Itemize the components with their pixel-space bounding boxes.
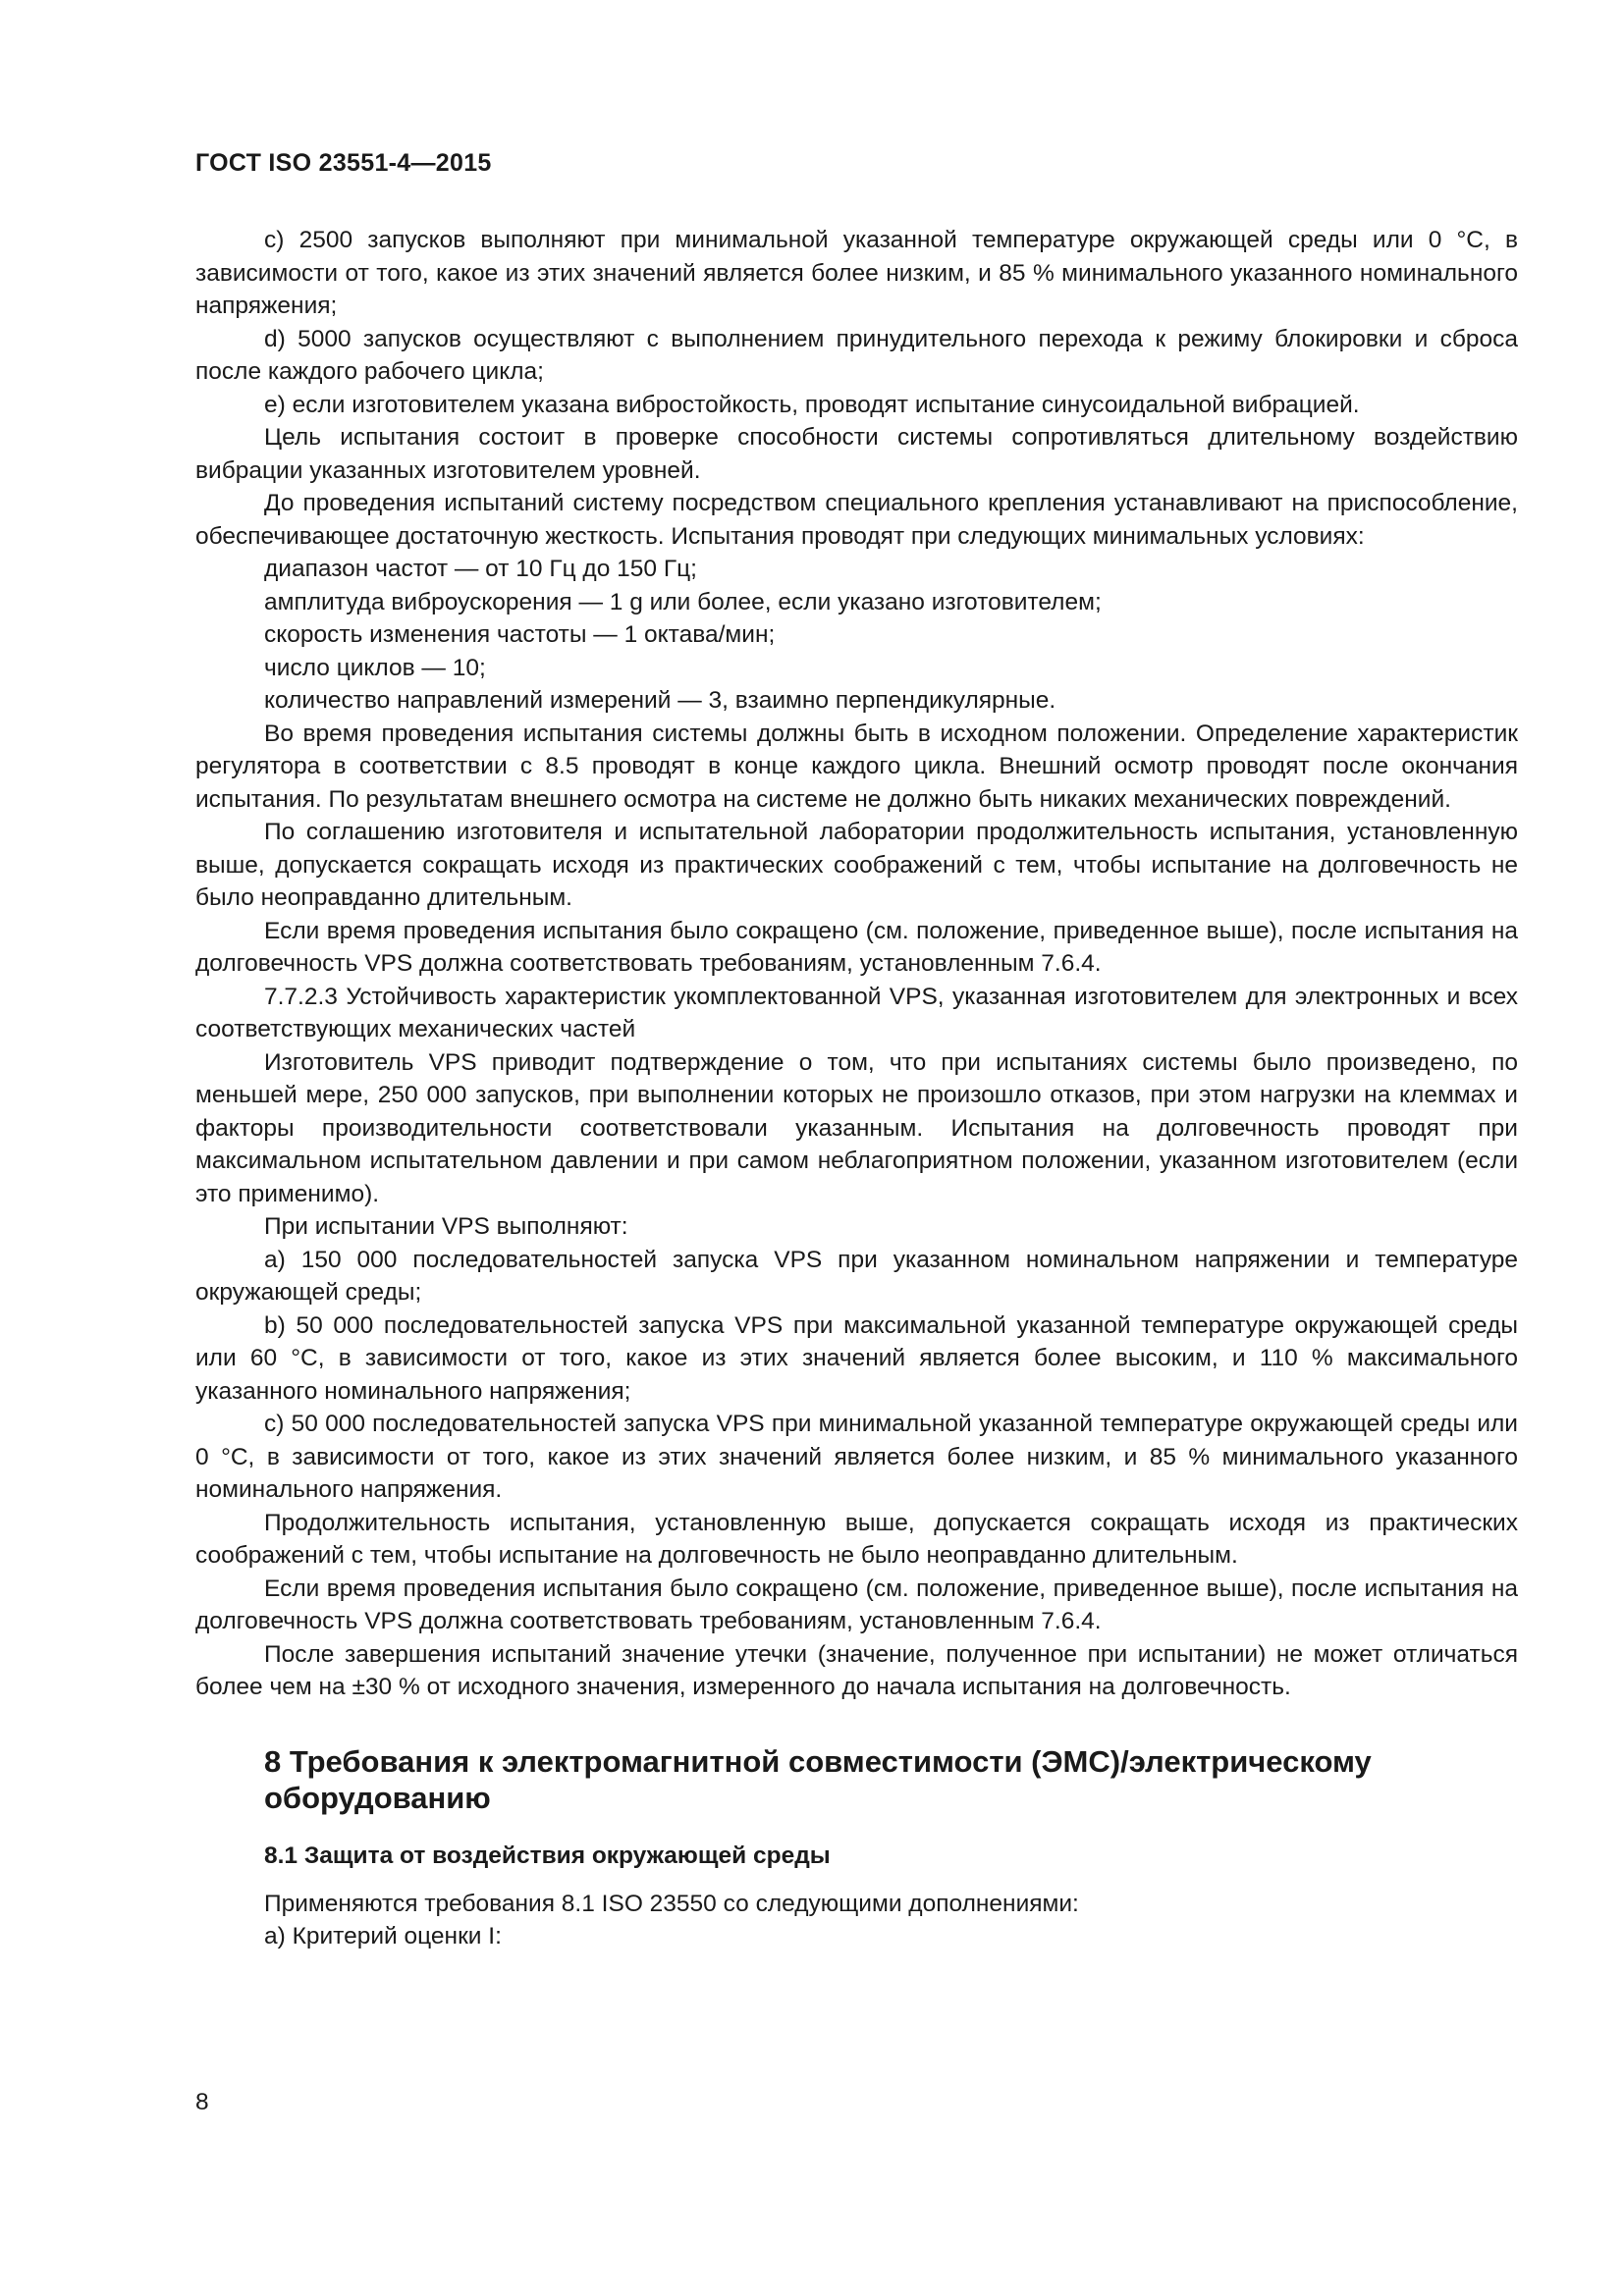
list-item: скорость изменения частоты — 1 октава/мин; [264, 621, 776, 648]
paragraph: При испытании VPS выполняют: [264, 1213, 628, 1240]
paragraph: Если время проведения испытания было сокращено (см. положение, приведенное выше), после испытания на долговечность VPS должна соответствовать требованиям, установленным 7.6.4. [195, 917, 1518, 977]
list-item: количество направлений измерений — 3, взаимно перпендикулярные. [264, 687, 1056, 714]
paragraph: a) 150 000 последовательностей запуска VPS при указанном номинальном напряжении и температуре окружающей среды; [195, 1246, 1518, 1306]
document-header: ГОСТ ISO 23551-4—2015 [195, 149, 492, 177]
paragraph: Изготовитель VPS приводит подтверждение о том, что при испытаниях системы было произведено, по меньшей мере, 250 000 запусков, при выполнении которых не произошло отказов, при этом нагрузки на клеммах и факторы производительности соответствовали указанным. Испытания на долговечность проводят при максимальном испытательном давлении и при самом неблагоприятном положении, указанном изготовителем (если это применимо). [195, 1048, 1518, 1207]
paragraph: c) 50 000 последовательностей запуска VPS при минимальной указанной температуре окружающей среды или 0 °C, в зависимости от того, какое из этих значений является более низким, и 85 % минимального указанного номинального напряжения. [195, 1411, 1518, 1503]
paragraph: Применяются требования 8.1 ISO 23550 со следующими дополнениями: [264, 1890, 1079, 1917]
paragraph: После завершения испытаний значение утечки (значение, полученное при испытании) не может отличаться более чем на ±30 % от исходного значения, измеренного до начала испытания на долговечность. [195, 1640, 1518, 1700]
paragraph: e) если изготовителем указана вибростойкость, проводят испытание синусоидальной вибрацией. [264, 391, 1360, 418]
paragraph: До проведения испытаний систему посредством специального крепления устанавливают на приспособление, обеспечивающее достаточную жесткость. Испытания проводят при следующих минимальных условиях: [195, 490, 1518, 550]
page-content [195, 224, 1518, 1953]
list-item: число циклов — 10; [264, 654, 486, 681]
page-number: 8 [195, 2089, 209, 2115]
clause-heading-7-7-2-3: 7.7.2.3 Устойчивость характеристик укомплектованной VPS, указанная изготовителем для электронных и всех соответствующих механических частей [195, 983, 1518, 1042]
list-item: диапазон частот — от 10 Гц до 150 Гц; [264, 556, 697, 582]
paragraph: c) 2500 запусков выполняют при минимальной указанной температуре окружающей среды или 0 °C, в зависимости от того, какое из этих значений является более низким, и 85 % минимального указанного номинального напряжения; [195, 227, 1518, 319]
subsection-8-1-title: 8.1 Защита от воздействия окружающей среды [264, 1842, 831, 1869]
list-item: амплитуда виброускорения — 1 g или более, если указано изготовителем; [264, 588, 1102, 615]
paragraph: b) 50 000 последовательностей запуска VPS при максимальной указанной температуре окружающей среды или 60 °C, в зависимости от того, какое из этих значений является более высоким, и 110 % максимального указанного номинального напряжения; [195, 1311, 1518, 1405]
paragraph: Если время проведения испытания было сокращено (см. положение, приведенное выше), после испытания на долговечность VPS должна соответствовать требованиям, установленным 7.6.4. [195, 1575, 1518, 1634]
paragraph: Продолжительность испытания, установленную выше, допускается сокращать исходя из практических соображений с тем, чтобы испытание на долговечность не было неоправданно длительным. [195, 1509, 1518, 1569]
paragraph: Во время проведения испытания системы должны быть в исходном положении. Определение характеристик регулятора в соответствии с 8.5 проводят в конце каждого цикла. Внешний осмотр проводят после окончания испытания. По результатам внешнего осмотра на системе не должно быть никаких механических повреждений. [195, 720, 1518, 813]
paragraph: По соглашению изготовителя и испытательной лаборатории продолжительность испытания, установленную выше, допускается сокращать исходя из практических соображений с тем, чтобы испытание на долговечность не было неоправданно длительным. [195, 819, 1518, 911]
paragraph: d) 5000 запусков осуществляют с выполнением принудительного перехода к режиму блокировки и сброса после каждого рабочего цикла; [195, 325, 1518, 385]
paragraph: Цель испытания состоит в проверке способности системы сопротивляться длительному воздействию вибрации указанных изготовителем уровней. [195, 424, 1518, 484]
section-8-title: 8 Требования к электромагнитной совместимости (ЭМС)/электрическому оборудованию [264, 1743, 1372, 1815]
paragraph: a) Критерий оценки I: [264, 1923, 502, 1949]
